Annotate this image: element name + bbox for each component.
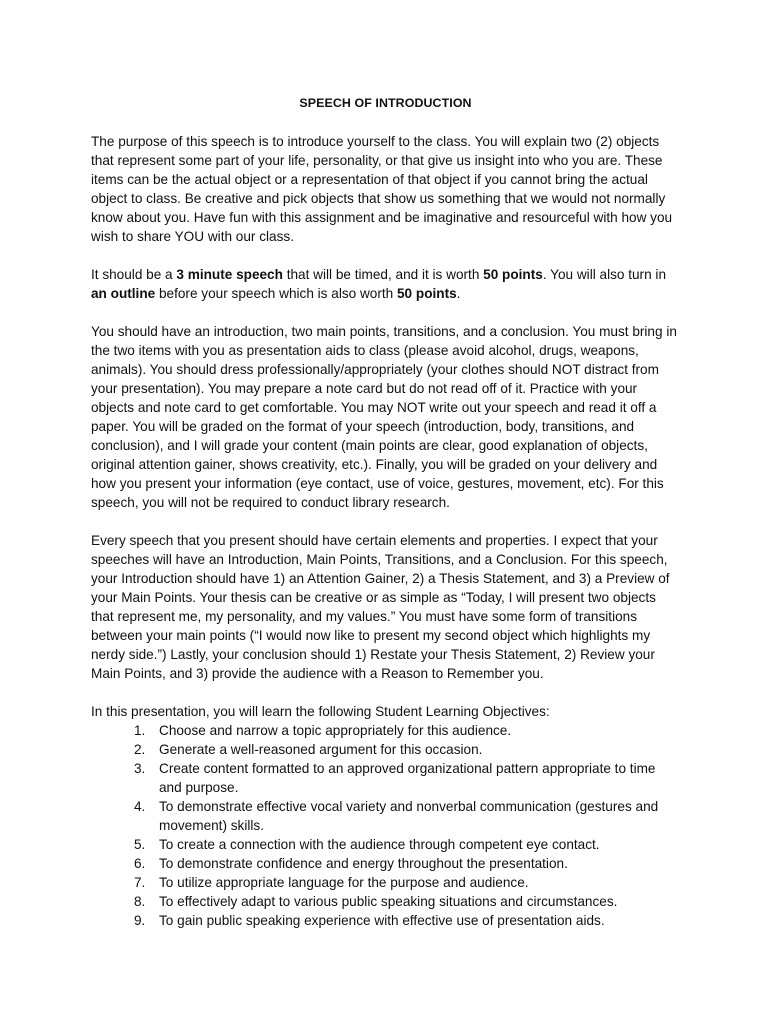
list-item-text: To demonstrate confidence and energy throughout the presentation. <box>159 856 568 871</box>
purpose-paragraph: The purpose of this speech is to introduce yourself to the class. You will explain two (2) objects that represent some part of your life, personality, or that give us insight into who you are. These items can be the actual object or a representation of that object if you cannot bring the actual object to class. Be creative and pick objects that show us something that we would not normally know about you. Have fun with this assignment and be imaginative and resourceful with how you wish to share YOU with our class. <box>91 134 673 244</box>
list-item-text: To create a connection with the audience through competent eye contact. <box>159 837 600 852</box>
objectives-intro: In this presentation, you will learn the following Student Learning Objectives: <box>91 704 550 719</box>
list-item <box>91 854 680 873</box>
speech-length-bold: 3 minute speech <box>176 267 283 282</box>
list-item <box>91 873 680 892</box>
list-item <box>91 892 680 911</box>
list-item-text: To utilize appropriate language for the purpose and audience. <box>159 875 529 890</box>
grading-paragraph <box>91 265 680 303</box>
list-item-number: 2. <box>134 742 146 757</box>
list-item-text: Create content formatted to an approved organizational pattern appropriate to time and purpose. <box>159 761 656 795</box>
list-item-text: Generate a well-reasoned argument for this occasion. <box>159 742 483 757</box>
requirements-paragraph: You should have an introduction, two main points, transitions, and a conclusion. You must bring in the two items with you as presentation aids to class (please avoid alcohol, drugs, weapons, animals). You should dress professionally/appropriately (your clothes should NOT distract from your presentation). You may prepare a note card but do not read off of it. Practice with your objects and note card to get comfortable. You may NOT write out your speech and read it off a paper. You will be graded on the format of your speech (introduction, body, transitions, and conclusion), and I will grade your content (main points are clear, good explanation of objects, original attention gainer, shows creativity, etc.). Finally, you will be graded on your delivery and how you present your information (eye contact, use of voice, gestures, movement, etc). For this speech, you will not be required to conduct library research. <box>91 324 677 510</box>
page-title: SPEECH OF INTRODUCTION <box>299 96 472 110</box>
list-item-text: To effectively adapt to various public speaking situations and circumstances. <box>159 894 618 909</box>
grading-text-5: . <box>456 286 461 301</box>
list-item-number: 4. <box>134 799 146 814</box>
list-item-number: 8. <box>134 894 146 909</box>
list-item-number: 6. <box>134 856 146 871</box>
grading-text-1: It should be a <box>91 267 177 282</box>
list-item-number: 9. <box>134 913 146 928</box>
list-item-text: To gain public speaking experience with effective use of presentation aids. <box>159 913 605 928</box>
objectives-list <box>91 721 680 930</box>
list-item-number: 5. <box>134 837 146 852</box>
list-item-text: To demonstrate effective vocal variety and nonverbal communication (gestures and movement) skills. <box>159 799 659 833</box>
list-item-number: 3. <box>134 761 146 776</box>
grading-text-3: . You will also turn in <box>542 267 667 282</box>
outline-points-bold: 50 points <box>397 286 457 301</box>
grading-text-2: that will be timed, and it is worth <box>282 267 484 282</box>
list-item <box>91 797 680 835</box>
list-item-number: 7. <box>134 875 146 890</box>
list-item-text: Choose and narrow a topic appropriately for this audience. <box>159 723 512 738</box>
list-item <box>91 721 680 740</box>
outline-bold: an outline <box>91 286 156 301</box>
list-item <box>91 911 680 930</box>
elements-paragraph: Every speech that you present should have certain elements and properties. I expect that your speeches will have an Introduction, Main Points, Transitions, and a Conclusion. For this speech, your Introduction should have 1) an Attention Gainer, 2) a Thesis Statement, and 3) a Preview of your Main Points. Your thesis can be creative or as simple as “Today, I will present two objects that represent me, my personality, and my values.” You must have some form of transitions between your main points (“I would now like to present my second object which highlights my nerdy side.”) Lastly, your conclusion should 1) Restate your Thesis Statement, 2) Review your Main Points, and 3) provide the audience with a Reason to Remember you. <box>91 533 670 681</box>
list-item <box>91 740 680 759</box>
grading-text-4: before your speech which is also worth <box>155 286 397 301</box>
list-item-number: 1. <box>134 723 146 738</box>
list-item <box>91 835 680 854</box>
list-item <box>91 759 680 797</box>
speech-points-bold: 50 points <box>483 267 543 282</box>
